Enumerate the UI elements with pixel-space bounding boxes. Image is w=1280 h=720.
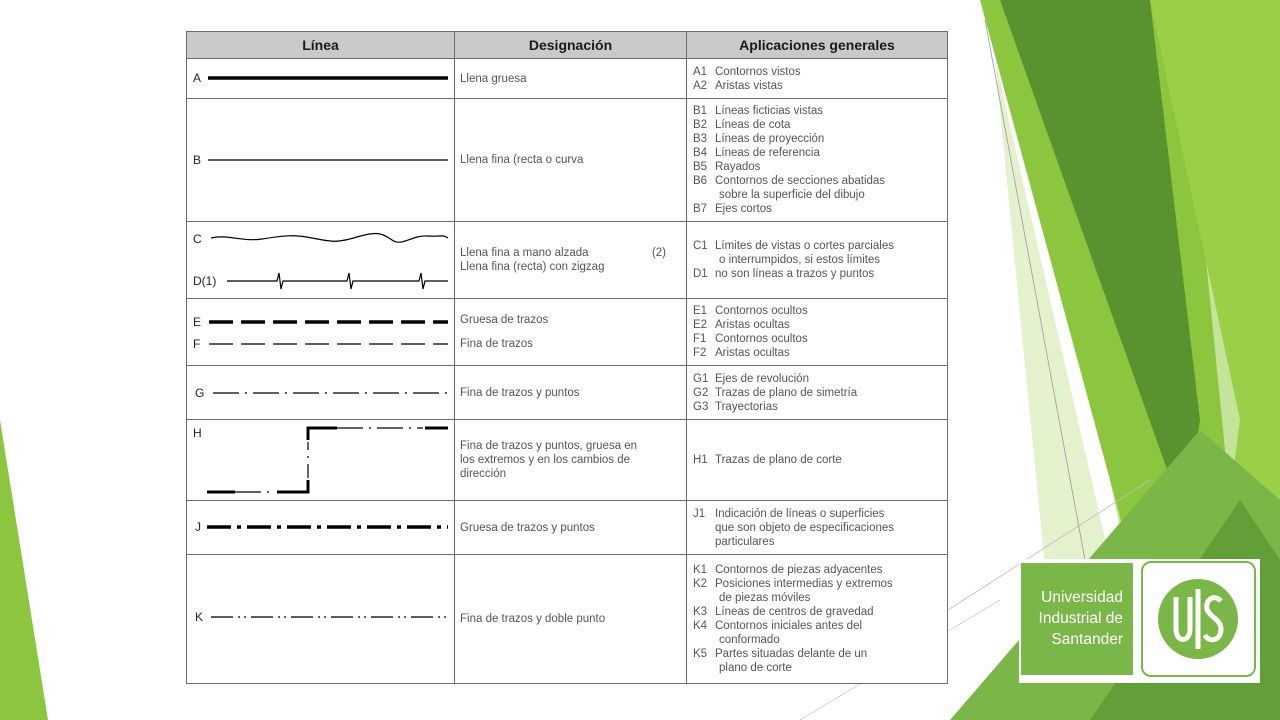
- designation-cell: [455, 59, 687, 99]
- table-row: [187, 555, 948, 684]
- application-item: B4 Líneas de referencia: [693, 147, 820, 159]
- application-item-continued: conformado: [719, 634, 780, 646]
- line-label-g: G: [195, 386, 205, 400]
- line-sample-cell: [187, 299, 455, 366]
- designation-text: Fina de trazos: [460, 338, 533, 350]
- table-row: [187, 420, 948, 501]
- application-item: B2 Líneas de cota: [693, 119, 791, 131]
- line-sample-cell: [187, 99, 455, 222]
- application-item: K3 Líneas de centros de gravedad: [693, 606, 874, 618]
- application-item: G3 Trayectorias: [693, 400, 778, 413]
- line-sample-cell: [187, 555, 455, 684]
- application-item: K2 Posiciones intermedias y extremos: [693, 578, 893, 590]
- zigzag-line: [227, 273, 448, 289]
- designation-text: dirección: [460, 468, 507, 480]
- header-designation: Designación: [455, 32, 687, 59]
- application-item-continued: particulares: [715, 535, 775, 548]
- designation-text: Fina de trazos y doble punto: [460, 613, 606, 625]
- applications-cell: [687, 59, 948, 99]
- table-row: [187, 366, 948, 420]
- application-item: B7 Ejes cortos: [693, 203, 772, 215]
- application-item: D1 no son líneas a trazos y puntos: [693, 268, 875, 280]
- table-row: [187, 501, 948, 555]
- designation-text: Llena fina (recta) con zigzag: [460, 261, 605, 273]
- table-row: [187, 222, 948, 299]
- line-sample-c-d: [187, 222, 455, 299]
- application-item: B1 Líneas ficticias vistas: [693, 105, 824, 117]
- line-types-table: [186, 31, 948, 684]
- application-item-continued: plano de corte: [719, 662, 792, 674]
- application-item: F1 Contornos ocultos: [693, 333, 808, 345]
- designation-text: Fina de trazos y puntos: [460, 386, 580, 399]
- designation-cell: [455, 501, 687, 555]
- application-item: K1 Contornos de piezas adyacentes: [693, 564, 883, 576]
- application-item: G1 Ejes de revolución: [693, 372, 809, 385]
- designation-text: los extremos y en los cambios de: [460, 454, 631, 466]
- logo-wordmark: [1021, 563, 1133, 675]
- line-sample-k: [187, 555, 455, 684]
- applications-cell: [687, 555, 948, 684]
- designation-note: (2): [651, 247, 666, 259]
- table-row: [187, 59, 948, 99]
- designation-text: Gruesa de trazos y puntos: [460, 521, 595, 534]
- header-line: Línea: [187, 32, 455, 59]
- line-label-f: F: [193, 337, 201, 351]
- applications-cell: [687, 420, 948, 501]
- application-item: B6 Contornos de secciones abatidas: [693, 175, 886, 187]
- application-item: F2 Aristas ocultas: [693, 347, 790, 359]
- application-item: B5 Rayados: [693, 161, 761, 173]
- applications-cell: [687, 299, 948, 366]
- logo-text-line: Universidad: [1041, 589, 1123, 606]
- header-applications: Aplicaciones generales: [687, 32, 948, 59]
- application-item: E1 Contornos ocultos: [693, 305, 808, 317]
- line-sample-h: [187, 420, 455, 501]
- line-sample-j: [187, 501, 455, 555]
- application-item: J1 Indicación de líneas o superficies: [693, 507, 885, 520]
- application-item: K5 Partes situadas delante de un: [693, 648, 868, 660]
- line-label-d: D(1): [193, 274, 217, 288]
- applications-cell: [687, 366, 948, 420]
- designation-text: Fina de trazos y puntos, gruesa en: [460, 440, 638, 452]
- uis-emblem-icon: [1141, 561, 1256, 677]
- designation-text: Llena fina (recta o curva: [460, 154, 584, 166]
- line-sample-e-f: [187, 299, 455, 366]
- application-item: G2 Trazas de plano de simetría: [693, 386, 858, 399]
- designation-text: Llena gruesa: [460, 72, 527, 85]
- application-item-continued: o interrumpidos, si estos límites: [719, 254, 881, 266]
- application-item-continued: de piezas móviles: [719, 592, 811, 604]
- application-item-continued: que son objeto de especificaciones: [715, 521, 895, 534]
- designation-text: Gruesa de trazos: [460, 314, 549, 326]
- line-label-a: A: [193, 71, 202, 85]
- line-label-c: C: [193, 232, 202, 246]
- applications-cell: [687, 99, 948, 222]
- application-item: C1 Límites de vistas o cortes parciales: [693, 240, 894, 252]
- left-green-triangle: [0, 420, 48, 720]
- applications-cell: [687, 501, 948, 555]
- freehand-line: [211, 233, 448, 242]
- application-item: H1 Trazas de plano de corte: [693, 454, 842, 466]
- line-sample-cell: [187, 59, 455, 99]
- table-header-row: [187, 32, 948, 59]
- line-label-e: E: [193, 315, 202, 329]
- application-item: K4 Contornos iniciales antes del: [693, 620, 863, 632]
- designation-text: Llena fina a mano alzada: [460, 247, 589, 259]
- line-label-h: H: [193, 426, 202, 440]
- logo-text-line: Santander: [1051, 631, 1123, 648]
- university-logo: [1019, 559, 1260, 683]
- logo-text-line: Industrial de: [1038, 610, 1123, 627]
- line-sample-cell: [187, 222, 455, 299]
- application-item: B3 Líneas de proyección: [693, 133, 825, 145]
- designation-cell: [455, 555, 687, 684]
- application-item: A1 Contornos vistos: [693, 65, 801, 78]
- table-row: [187, 99, 948, 222]
- designation-cell: [455, 420, 687, 501]
- designation-cell: [455, 99, 687, 222]
- line-label-j: J: [195, 520, 201, 534]
- line-sample-cell: [187, 366, 455, 420]
- table-row: [187, 299, 948, 366]
- application-item-continued: sobre la superficie del dibujo: [719, 189, 865, 201]
- line-label-b: B: [193, 153, 202, 167]
- line-sample-b: [187, 99, 455, 222]
- line-sample-cell: [187, 501, 455, 555]
- application-item: A2 Aristas vistas: [693, 79, 783, 92]
- application-item: E2 Aristas ocultas: [693, 319, 790, 331]
- line-sample-a: [187, 59, 455, 99]
- designation-cell: [455, 222, 687, 299]
- designation-cell: [455, 299, 687, 366]
- line-sample-g: [187, 366, 455, 420]
- line-label-k: K: [195, 610, 204, 624]
- applications-cell: [687, 222, 948, 299]
- line-sample-cell: [187, 420, 455, 501]
- designation-cell: [455, 366, 687, 420]
